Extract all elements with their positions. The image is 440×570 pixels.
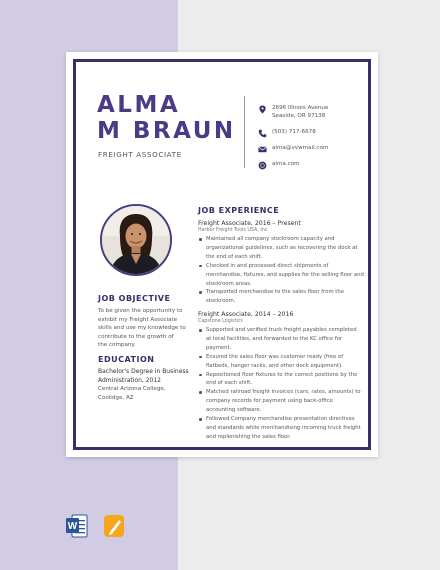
phone-number[interactable]: (503) 717-6678 xyxy=(272,129,316,135)
word-icon-letter: W xyxy=(67,521,78,532)
contact-address xyxy=(272,104,328,120)
job-1-bullets xyxy=(199,235,364,306)
degree-line-2: Administration, 2012 xyxy=(98,376,161,384)
profile-photo xyxy=(100,204,172,276)
education-heading: EDUCATION xyxy=(98,355,155,364)
bullet-continuation: stockroom. xyxy=(206,298,236,305)
objective-line: To be given the opportunity to xyxy=(98,308,183,314)
bullet-continuation: the end of each shift. xyxy=(206,253,263,260)
school-name: Central Arizona College, xyxy=(98,386,166,392)
bullet-item: Checked in and processed direct shipments of xyxy=(199,262,364,271)
contact-list xyxy=(272,104,328,176)
contact-phone xyxy=(272,128,328,136)
education-degree xyxy=(98,368,189,385)
phone-icon xyxy=(258,129,267,138)
candidate-role: FREIGHT ASSOCIATE xyxy=(98,150,182,159)
objective-line: contribute to the growth of xyxy=(98,333,174,340)
degree-line-1: Bachelor's Degree in Business xyxy=(98,368,189,375)
contact-email xyxy=(272,144,328,152)
job-2-company: Capstone Logistics xyxy=(198,319,243,324)
objective-line: the company. xyxy=(98,342,136,349)
job-2-bullets xyxy=(199,326,361,442)
bullet-item: Supported and verified truck freight payables completed xyxy=(199,326,361,335)
globe-icon xyxy=(258,161,267,170)
bullet-continuation: flatbeds, hanger racks, and other dock equipment). xyxy=(206,362,343,369)
resume-page xyxy=(66,52,378,457)
education-school xyxy=(98,385,166,402)
bullet-item: Ensured the sales floor was customer ready (free of xyxy=(199,353,361,362)
bullet-item: Followed Company merchandise presentation directives xyxy=(199,415,361,424)
bullet-item: Matched railroad freight invoices (cars, rates, amounts) to xyxy=(199,388,361,397)
bullet-continuation: and replenishing the sales floor. xyxy=(206,433,291,440)
website-url[interactable]: alma.com xyxy=(272,161,300,167)
school-location: Coolidge, AZ xyxy=(98,394,134,401)
pages-icon[interactable] xyxy=(103,513,125,539)
header-divider xyxy=(244,96,245,168)
bullet-continuation: company records for payment using back-office xyxy=(206,398,333,405)
objective-line: exhibit my Freight Associate xyxy=(98,316,178,323)
envelope-icon xyxy=(258,145,267,154)
bullet-item: Repositioned floor fixtures to the correct positions by the xyxy=(199,371,361,380)
experience-heading: JOB EXPERIENCE xyxy=(198,206,280,215)
bullet-continuation: merchandise, fixtures, and supplies for the selling floor and xyxy=(206,271,364,278)
bullet-continuation: payment. xyxy=(206,344,232,351)
candidate-name xyxy=(97,92,236,144)
job-1-title: Freight Associate, 2016 – Present xyxy=(198,220,301,227)
bullet-continuation: organizational guidelines, such as recovering the dock at xyxy=(206,244,358,251)
objective-line: skills and use my knowledge to xyxy=(98,325,186,332)
objective-text xyxy=(98,307,186,350)
name-line-2: M BRAUN xyxy=(97,118,236,144)
bullet-continuation: accounting software. xyxy=(206,407,262,414)
bullet-item: Maintained all company stockroom capacity and xyxy=(199,235,364,244)
address-line-1: 2696 Illinois Avenue xyxy=(272,105,329,111)
bullet-continuation: and standards while merchandising incoming truck freight xyxy=(206,424,361,431)
objective-heading: JOB OBJECTIVE xyxy=(98,294,171,303)
location-pin-icon xyxy=(258,105,267,114)
bullet-continuation: end of each shift. xyxy=(206,380,253,387)
job-1-company: Harbor Freight Tools USA, Inc xyxy=(198,228,268,233)
email-address[interactable]: alma@vvwmail.com xyxy=(272,145,329,151)
word-icon[interactable] xyxy=(66,513,88,539)
bullet-continuation: stockroom areas. xyxy=(206,280,252,287)
contact-website xyxy=(272,160,328,168)
job-2-title: Freight Associate, 2014 – 2016 xyxy=(198,311,294,318)
name-line-1: ALMA xyxy=(97,92,181,118)
address-line-2: Seaside, OR 97138 xyxy=(272,113,326,119)
bullet-continuation: at local facilities, and forwarded to the KC office for xyxy=(206,335,343,342)
bullet-item: Transported merchandise to the sales floor from the xyxy=(199,288,364,297)
